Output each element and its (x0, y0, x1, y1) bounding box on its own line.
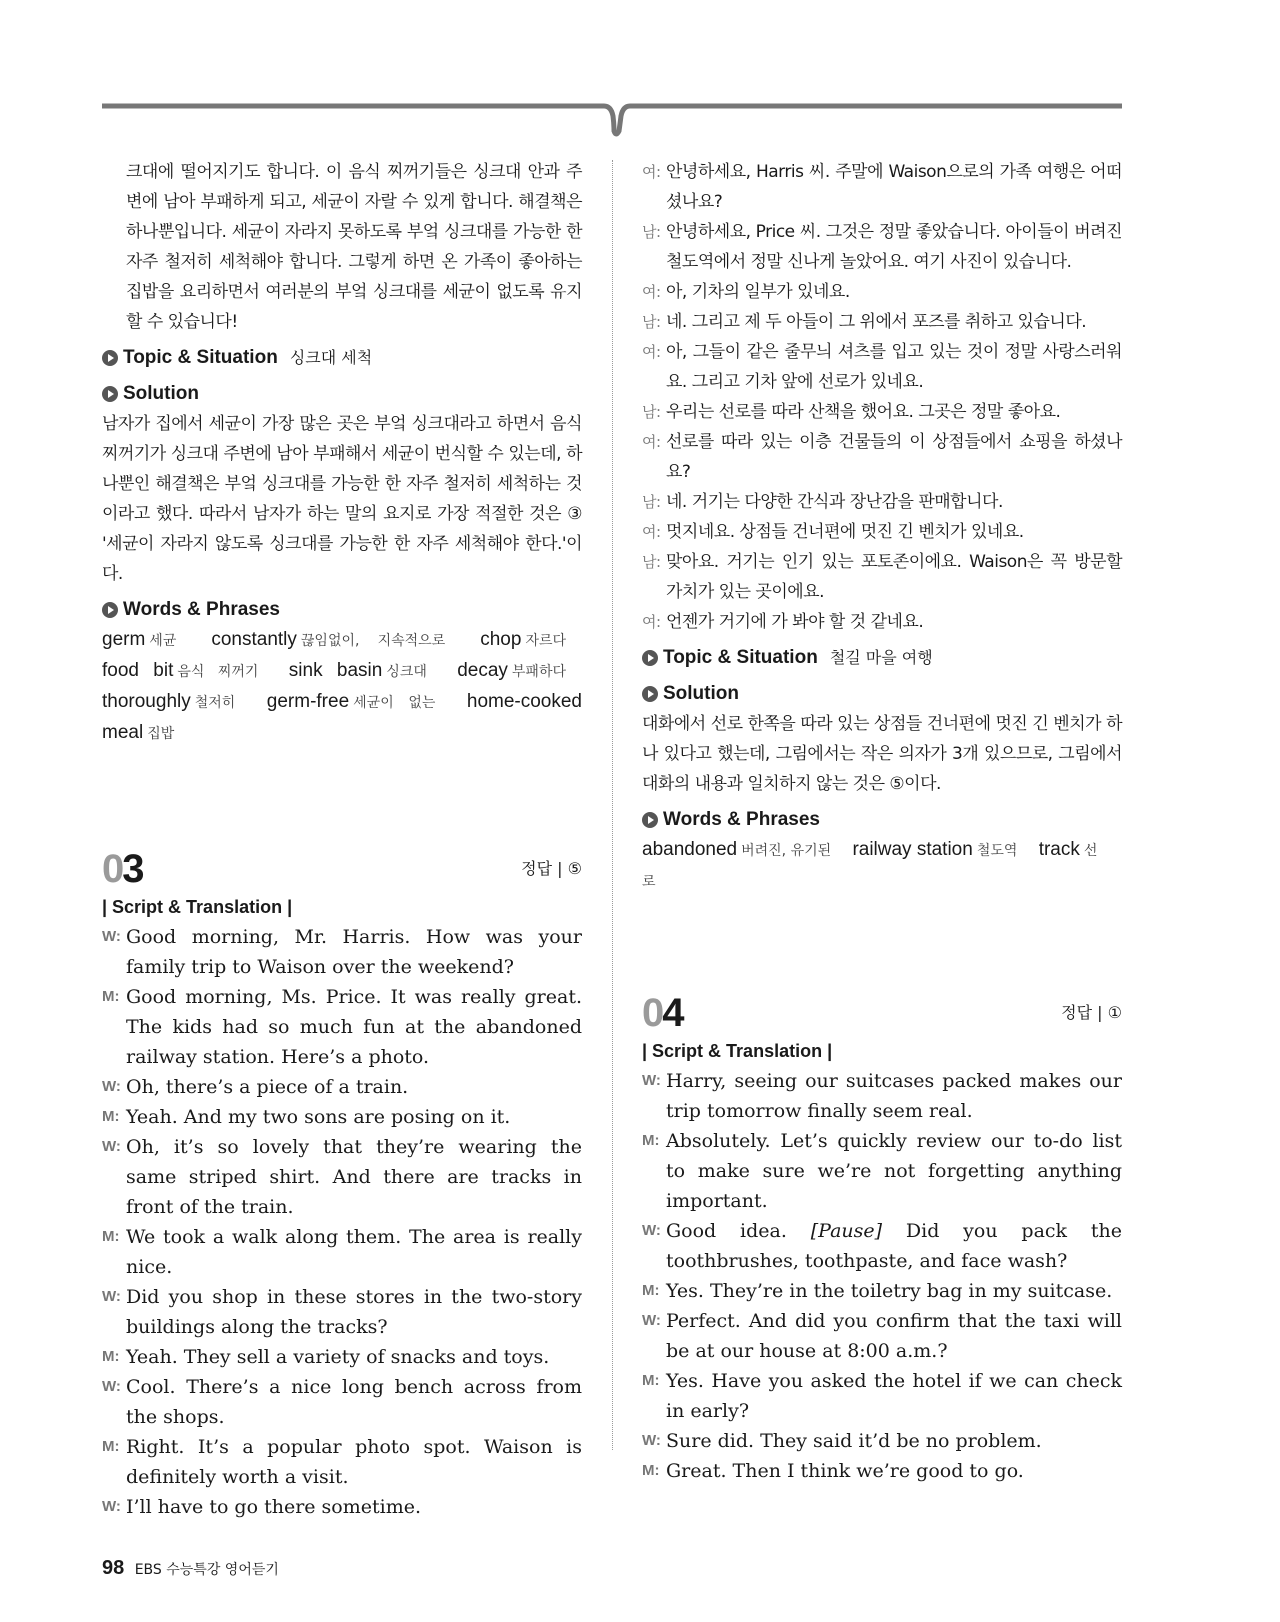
speaker-label: W: (102, 928, 121, 945)
dialogue-text: Oh, it’s so lovely that they’re wearing the same striped shirt. And there are tracks in front of the train. (126, 1136, 582, 1218)
word-ko: 집밥 (147, 726, 175, 742)
speaker-label: M: (642, 1372, 660, 1389)
dialogue-text: 우리는 선로를 따라 산책을 했어요. 그곳은 정말 좋아요. (666, 402, 1061, 422)
play-bullet-icon (642, 686, 658, 702)
dialogue-text: Great. Then I think we’re good to go. (666, 1460, 1024, 1482)
word-ko: 자르다 (525, 633, 567, 649)
dialogue-line (642, 1216, 1122, 1276)
words-list (642, 835, 1122, 897)
dialogue-text: 안녕하세요, Price 씨. 그것은 정말 좋았습니다. 아이들이 버려진 철도역에서 정말 신나게 놀았어요. 여기 사진이 있습니다. (666, 222, 1122, 272)
words-label: Words & Phrases (663, 809, 820, 830)
play-bullet-icon (642, 812, 658, 828)
word-ko: 버려진, 유기된 (741, 843, 832, 859)
question-number-prefix: 0 (642, 991, 663, 1035)
script-heading: | Script & Translation | (642, 1041, 833, 1061)
dialogue-text: Sure did. They said it’d be no problem. (666, 1430, 1042, 1452)
book-title: EBS 수능특강 영어듣기 (134, 1562, 279, 1578)
dialogue-line (102, 982, 582, 1072)
words-label: Words & Phrases (123, 599, 280, 620)
speaker-label: 남: (642, 313, 661, 331)
dialogue-line (642, 307, 1122, 337)
speaker-label: W: (642, 1072, 661, 1089)
topic-label: Topic & Situation (663, 647, 818, 668)
word-entry (267, 691, 452, 712)
word-entry (102, 691, 251, 712)
left-column (102, 157, 582, 1522)
dialogue-text: Yeah. And my two sons are posing on it. (126, 1106, 511, 1128)
speaker-label: M: (102, 1228, 120, 1245)
question-number (642, 993, 683, 1033)
dialogue-text: Did you pack the toothbrushes, toothpaste, and face wash? (666, 1220, 1123, 1272)
dialogue-line (642, 217, 1122, 277)
word-ko: 선로 (642, 843, 1098, 890)
word-entry (852, 839, 1033, 860)
dialogue-text: Right. It’s a popular photo spot. Waison is definitely worth a visit. (126, 1436, 582, 1488)
speaker-label: W: (102, 1078, 121, 1095)
speaker-label: W: (102, 1378, 121, 1395)
dialogue-text: 아, 그들이 같은 줄무늬 셔츠를 입고 있는 것이 정말 사랑스러워요. 그리고 기차 앞에 선로가 있네요. (666, 342, 1122, 392)
dialogue-korean (642, 157, 1122, 637)
dialogue-text: Yes. Have you asked the hotel if we can check in early? (666, 1370, 1122, 1422)
word-entry (102, 660, 274, 681)
dialogue-text: Harry, seeing our suitcases packed makes our trip tomorrow finally seem real. (666, 1070, 1122, 1122)
dialogue-line (102, 1102, 582, 1132)
solution-text: 남자가 집에서 세균이 가장 많은 곳은 부엌 싱크대라고 하면서 음식 찌꺼기가 싱크대 주변에 남아 부패해서 세균이 번식할 수 있는데, 하나뿐인 해결책은 부엌 싱크대를 가능한 한 자주 철저히 세척하는 것이라고 했다. 따라서 남자가 하는 말의 요지로 가장 적절한 것은 ③ '세균이 자라지 않도록 싱크대를 가능한 한 자주 세척해야 한다.'이다. (102, 414, 582, 584)
dialogue-text: Perfect. And did you confirm that the taxi will be at our house at 8:00 a.m.? (666, 1310, 1122, 1362)
dialogue-text: Yes. They’re in the toiletry bag in my suitcase. (666, 1280, 1113, 1302)
speaker-label: 여: (642, 433, 661, 451)
question-number-digit: 3 (122, 847, 143, 891)
speaker-label: 남: (642, 553, 661, 571)
dialogue-line (642, 517, 1122, 547)
dialogue-text: 선로를 따라 있는 이층 건물들의 이 상점들에서 쇼핑을 하셨나요? (666, 432, 1122, 482)
word-en: thoroughly (102, 691, 191, 712)
speaker-label: 여: (642, 613, 661, 631)
dialogue-text: 아, 기차의 일부가 있네요. (666, 282, 850, 302)
speaker-label: M: (102, 1438, 120, 1455)
page-footer (102, 1556, 1122, 1622)
dialogue-text: 안녕하세요, Harris 씨. 주말에 Waison으로의 가족 여행은 어떠셨나요? (666, 162, 1122, 212)
speaker-label: 여: (642, 163, 661, 181)
topic-heading (642, 643, 1122, 673)
speaker-label: 남: (642, 403, 661, 421)
speaker-label: W: (642, 1432, 661, 1449)
dialogue-line (642, 607, 1122, 637)
script-heading: | Script & Translation | (102, 897, 293, 917)
dialogue-line (102, 1222, 582, 1282)
question-number (102, 849, 143, 889)
solution-label: Solution (663, 683, 739, 704)
word-en: abandoned (642, 839, 738, 860)
speaker-label: W: (102, 1498, 121, 1515)
dialogue-line (102, 922, 582, 982)
dialogue-line (642, 277, 1122, 307)
speaker-label: M: (102, 988, 120, 1005)
dialogue-text: Good morning, Mr. Harris. How was your family trip to Waison over the weekend? (126, 926, 582, 978)
word-entry (289, 660, 443, 681)
stage-direction: [Pause] (810, 1220, 883, 1242)
dialogue-english (642, 1066, 1122, 1486)
dialogue-line (102, 1072, 582, 1102)
dialogue-line (102, 1432, 582, 1492)
word-ko: 싱크대 (386, 664, 427, 680)
word-ko: 세균이 없는 (353, 695, 436, 711)
speaker-label: 여: (642, 523, 661, 541)
intro-paragraph: 크대에 떨어지기도 합니다. 이 음식 찌꺼기들은 싱크대 안과 주변에 남아 부패하게 되고, 세균이 자랄 수 있게 합니다. 해결책은 하나뿐입니다. 세균이 자라지 못하도록 부엌 싱크대를 가능한 한 자주 철저히 세척해야 합니다. 그렇게 하면 온 가족이 좋아하는 집밥을 요리하면서 여러분의 부엌 싱크대를 세균이 없도록 유지할 수 있습니다! (126, 162, 582, 332)
dialogue-text: 언젠가 거기에 가 봐야 할 것 같네요. (666, 612, 924, 632)
word-ko: 철저히 (194, 695, 236, 711)
dialogue-text: 멋지네요. 상점들 건너편에 멋진 긴 벤치가 있네요. (666, 522, 1024, 542)
speaker-label: M: (642, 1132, 660, 1149)
dialogue-line (642, 427, 1122, 487)
solution-heading (642, 679, 1122, 709)
columns (102, 157, 1122, 1522)
dialogue-line (642, 1366, 1122, 1426)
dialogue-text: Oh, there’s a piece of a train. (126, 1076, 409, 1098)
dialogue-line (642, 397, 1122, 427)
answer-label: 정답 | ① (1061, 1003, 1122, 1022)
word-en: sink basin (288, 660, 383, 681)
dialogue-line (642, 1426, 1122, 1456)
word-en: decay (457, 660, 508, 681)
solution-text: 대화에서 선로 한쪽을 따라 있는 상점들 건너편에 멋진 긴 벤치가 하나 있다고 했는데, 그림에서는 작은 의자가 3개 있으므로, 그림에서 대화의 내용과 일치하지 않는 것은 ⑤이다. (642, 714, 1122, 794)
words-heading (102, 595, 582, 625)
dialogue-line (642, 337, 1122, 397)
word-ko: 세균 (149, 633, 177, 649)
page-number: 98 (102, 1557, 125, 1579)
speaker-label: M: (642, 1282, 660, 1299)
dialogue-line (642, 1126, 1122, 1216)
solution-label: Solution (123, 383, 199, 404)
dialogue-text: We took a walk along them. The area is really nice. (126, 1226, 582, 1278)
right-column (642, 157, 1122, 1486)
speaker-label: 남: (642, 493, 661, 511)
word-en: food bit (102, 660, 174, 681)
speaker-label: M: (102, 1348, 120, 1365)
word-entry (480, 629, 582, 650)
dialogue-line (102, 1492, 582, 1522)
dialogue-text: I’ll have to go there sometime. (126, 1496, 422, 1518)
dialogue-line (102, 1342, 582, 1372)
words-list (102, 625, 582, 749)
dialogue-line (642, 1066, 1122, 1126)
word-ko: 끊임없이, 지속적으로 (300, 633, 446, 649)
dialogue-english (102, 922, 582, 1522)
speaker-label: W: (642, 1222, 661, 1239)
word-ko: 부패하다 (511, 664, 567, 680)
solution-heading (102, 379, 582, 409)
dialogue-text: 맞아요. 거기는 인기 있는 포토존이에요. Waison은 꼭 방문할 가치가 있는 곳이에요. (666, 552, 1122, 602)
dialogue-text: Good morning, Ms. Price. It was really great. The kids had so much fun at the abandoned railway station. Here’s a photo. (126, 986, 582, 1068)
speaker-label: M: (642, 1462, 660, 1479)
question-number-digit: 4 (662, 991, 683, 1035)
speaker-label: 여: (642, 343, 661, 361)
play-bullet-icon (102, 602, 118, 618)
word-ko: 철도역 (976, 843, 1018, 859)
word-entry (102, 629, 192, 650)
topic-value: 싱크대 세척 (289, 348, 373, 367)
speaker-label: 남: (642, 223, 661, 241)
word-en: germ-free (266, 691, 350, 712)
dialogue-text: Cool. There’s a nice long bench across from the shops. (126, 1376, 582, 1428)
topic-heading (102, 343, 582, 373)
word-en: constantly (211, 629, 297, 650)
play-bullet-icon (102, 350, 118, 366)
play-bullet-icon (642, 650, 658, 666)
dialogue-text: 네. 거기는 다양한 간식과 장난감을 판매합니다. (666, 492, 1003, 512)
dialogue-line (642, 487, 1122, 517)
speaker-label: W: (102, 1288, 121, 1305)
dialogue-line (642, 1276, 1122, 1306)
word-en: home-cooked meal (102, 691, 582, 743)
dialogue-line (642, 1456, 1122, 1486)
topic-label: Topic & Situation (123, 347, 278, 368)
speaker-label: M: (102, 1108, 120, 1125)
play-bullet-icon (102, 386, 118, 402)
question-header-04 (642, 993, 1122, 1033)
word-entry (642, 839, 847, 860)
dialogue-text: Yeah. They sell a variety of snacks and toys. (126, 1346, 550, 1368)
dialogue-line (642, 1306, 1122, 1366)
dialogue-line (642, 547, 1122, 607)
dialogue-text: Good idea. (666, 1220, 787, 1242)
dialogue-text: Did you shop in these stores in the two-story buildings along the tracks? (126, 1286, 582, 1338)
answer-label: 정답 | ⑤ (521, 859, 582, 878)
dialogue-line (102, 1372, 582, 1432)
speaker-label: W: (642, 1312, 661, 1329)
word-entry (457, 660, 582, 681)
word-en: chop (480, 629, 522, 650)
question-header-03 (102, 849, 582, 889)
dialogue-line (102, 1132, 582, 1222)
word-ko: 음식 찌꺼기 (177, 664, 259, 680)
dialogue-line (642, 157, 1122, 217)
question-number-prefix: 0 (102, 847, 123, 891)
dialogue-text: 네. 그리고 제 두 아들이 그 위에서 포즈를 취하고 있습니다. (666, 312, 1087, 332)
dialogue-text: Absolutely. Let’s quickly review our to-do list to make sure we’re not forgetting anything important. (666, 1130, 1122, 1212)
dialogue-line (102, 1282, 582, 1342)
word-en: germ (102, 629, 146, 650)
speaker-label: W: (102, 1138, 121, 1155)
speaker-label: 여: (642, 283, 661, 301)
word-en: railway station (852, 839, 973, 860)
topic-value: 철길 마을 여행 (829, 648, 933, 667)
words-heading (642, 805, 1122, 835)
word-entry (211, 629, 461, 650)
word-en: track (1038, 839, 1080, 860)
